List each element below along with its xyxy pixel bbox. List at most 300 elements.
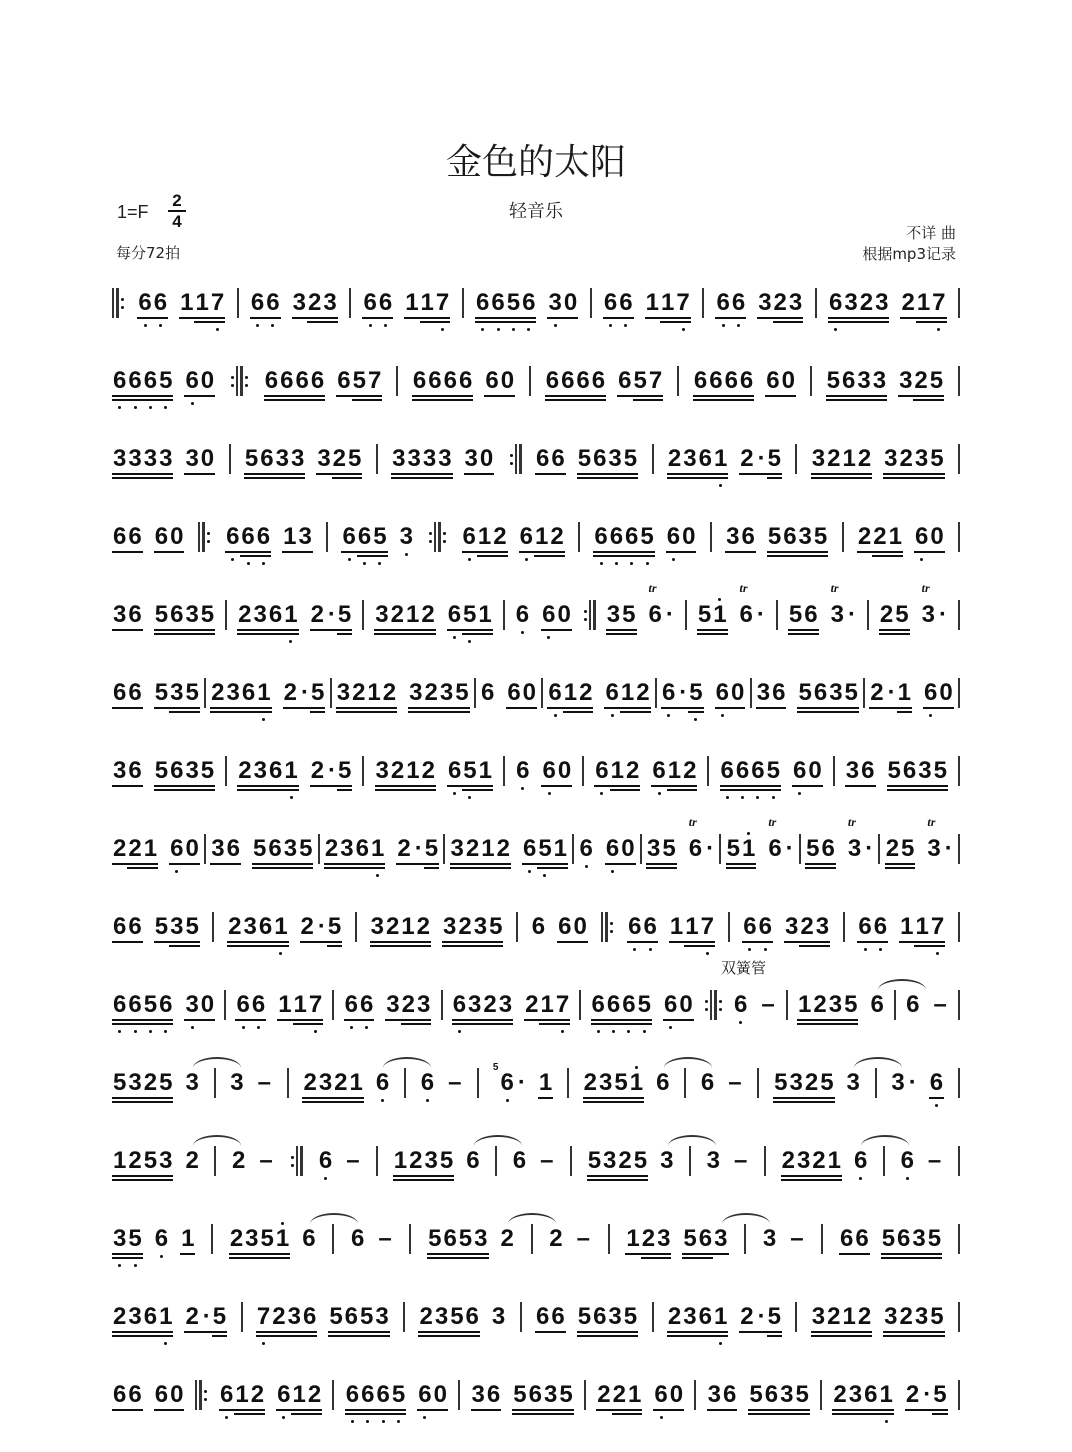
note: 5	[794, 1381, 809, 1409]
note-group	[376, 1225, 393, 1253]
low-octave-dot	[348, 558, 351, 561]
underline	[447, 785, 462, 787]
underline	[713, 1253, 728, 1255]
measure	[250, 289, 338, 317]
note: 6	[666, 523, 681, 551]
underline	[293, 1023, 308, 1025]
note-group	[663, 991, 694, 1019]
low-octave-dot	[726, 796, 729, 799]
note: 6	[112, 991, 127, 1019]
note: 5	[932, 1381, 947, 1409]
note: 3	[399, 523, 414, 551]
note: 6	[412, 367, 427, 395]
barline	[795, 1302, 797, 1332]
note: 3	[757, 289, 772, 317]
note: 1	[273, 913, 288, 941]
note-group	[250, 289, 281, 317]
underline	[412, 395, 427, 397]
note: 3	[543, 1381, 558, 1409]
underline	[900, 867, 915, 869]
underline	[771, 707, 786, 709]
augmentation-dot: ·	[756, 601, 765, 628]
underline	[267, 867, 282, 869]
underline	[828, 1019, 843, 1021]
note: 6	[112, 913, 127, 941]
note-group	[923, 679, 954, 707]
underline	[815, 941, 830, 943]
underline	[537, 863, 552, 865]
underline	[279, 399, 294, 401]
underline	[896, 1253, 911, 1255]
underline	[325, 785, 337, 787]
underline	[180, 1253, 195, 1255]
low-octave-dot	[160, 1255, 163, 1258]
note: 7	[675, 289, 690, 317]
note: 5	[927, 1225, 942, 1253]
note: 3	[408, 679, 423, 707]
measure	[112, 1225, 195, 1253]
underline	[883, 1331, 898, 1333]
underline	[857, 1335, 872, 1337]
bar-line	[458, 1380, 460, 1410]
note-group	[905, 1381, 948, 1409]
note-group	[519, 523, 565, 551]
note-group	[926, 815, 953, 863]
underline	[557, 941, 572, 943]
note: 6	[750, 757, 765, 785]
note: 5	[212, 1303, 227, 1331]
note: 6	[127, 679, 142, 707]
note: 5	[449, 1303, 464, 1331]
note: 5	[900, 835, 915, 863]
underline	[765, 395, 780, 397]
underline	[443, 395, 458, 397]
underline	[933, 789, 948, 791]
note: 6	[606, 991, 621, 1019]
augmentation-dot: ·	[755, 1303, 767, 1331]
note-group	[535, 445, 566, 473]
low-octave-dot	[649, 948, 652, 951]
measure	[219, 1381, 322, 1409]
underline	[528, 1409, 543, 1411]
note: 2	[905, 1381, 920, 1409]
low-octave-dot	[175, 870, 178, 873]
note: 6	[550, 1303, 565, 1331]
underline	[506, 317, 521, 319]
note: 6	[506, 679, 521, 707]
note: 2	[421, 757, 436, 785]
note-group	[759, 991, 776, 1019]
underline	[598, 1097, 613, 1099]
bar-line	[330, 678, 332, 708]
underline	[344, 1335, 359, 1337]
low-octave-dot	[159, 324, 162, 327]
underline	[748, 1409, 763, 1411]
note: 2	[739, 1303, 754, 1331]
note-group	[706, 1147, 721, 1175]
note: 1	[400, 913, 415, 941]
low-octave-dot	[149, 1030, 152, 1033]
underline	[666, 551, 681, 553]
barline	[570, 1146, 572, 1176]
underline	[667, 1335, 682, 1337]
note-group	[545, 367, 606, 395]
measure	[418, 1303, 506, 1331]
note-group	[229, 1069, 244, 1097]
underline	[698, 473, 713, 475]
barline	[237, 288, 239, 318]
underline	[200, 785, 215, 787]
underline	[887, 785, 902, 787]
note-group	[112, 991, 173, 1019]
underline	[496, 863, 511, 865]
measure	[112, 1069, 200, 1097]
underline	[578, 707, 593, 709]
note: 6	[693, 367, 708, 395]
underline	[127, 551, 142, 553]
underline	[112, 1257, 127, 1259]
note-group	[547, 289, 578, 317]
underline	[405, 785, 420, 787]
low-octave-dot	[164, 1030, 167, 1033]
note-group	[374, 601, 435, 629]
underline	[539, 1019, 554, 1021]
bar-line	[707, 756, 709, 786]
note: 6	[841, 367, 856, 395]
underline	[308, 1023, 323, 1025]
note-group	[506, 679, 537, 707]
note: 1	[194, 289, 209, 317]
underline	[832, 1409, 847, 1411]
note-group	[926, 1147, 943, 1175]
underline	[843, 1019, 858, 1021]
trill-mark: tr	[830, 581, 839, 595]
note: 3	[473, 1225, 488, 1253]
note: 3	[874, 289, 889, 317]
underline	[200, 395, 215, 397]
note: 6	[528, 1381, 543, 1409]
underline	[442, 941, 457, 943]
underline	[127, 867, 142, 869]
underline	[370, 867, 385, 869]
bar-line	[204, 678, 206, 708]
note: 6	[112, 367, 127, 395]
note: 6	[603, 289, 618, 317]
note: 6	[301, 1225, 316, 1253]
note: 0	[556, 601, 571, 629]
underline	[656, 1253, 671, 1255]
note: 3	[112, 445, 127, 473]
augmentation-dot: ·	[325, 601, 337, 629]
note: 6	[531, 913, 546, 940]
underline	[697, 629, 712, 631]
low-octave-dot	[366, 1420, 369, 1423]
note-group	[661, 679, 704, 707]
genre-label: 轻音乐	[509, 201, 563, 222]
measure	[720, 757, 823, 785]
underline	[143, 863, 158, 865]
underline	[900, 317, 915, 319]
underline	[473, 941, 488, 943]
underline	[143, 395, 158, 397]
underline	[927, 1253, 942, 1255]
bar-line	[287, 1068, 289, 1098]
sustain-dash: –	[933, 991, 947, 1018]
score-row	[112, 1303, 960, 1331]
note: 3	[244, 1225, 259, 1253]
underline	[452, 1023, 467, 1025]
underline	[158, 1101, 173, 1103]
underline	[938, 707, 953, 709]
repeat-dots	[207, 522, 210, 552]
note: 7	[555, 991, 570, 1019]
underline	[713, 1335, 728, 1337]
underline	[465, 863, 480, 865]
underline	[242, 941, 257, 943]
underline	[275, 1253, 290, 1255]
underline	[454, 707, 469, 709]
barline	[403, 1302, 405, 1332]
note: 6	[375, 1069, 390, 1097]
note: 1	[797, 991, 812, 1019]
underline	[256, 707, 271, 709]
underline	[618, 317, 633, 319]
underline	[158, 1331, 173, 1333]
note: 3	[169, 679, 184, 707]
measure	[700, 1069, 744, 1097]
underline	[826, 477, 841, 479]
note-group	[324, 835, 385, 863]
barline	[441, 990, 443, 1020]
underline	[605, 863, 620, 865]
barline	[567, 1068, 569, 1098]
underline	[154, 789, 169, 791]
underline	[593, 555, 608, 557]
underline	[591, 395, 606, 397]
low-octave-dot	[624, 324, 627, 327]
note: 7	[256, 1303, 271, 1331]
barline	[211, 1224, 213, 1254]
note: 5	[458, 1225, 473, 1253]
repeat-end-barline	[582, 600, 596, 630]
score-row	[112, 1062, 960, 1097]
underline	[200, 789, 215, 791]
note: 6	[873, 913, 888, 941]
note: 3	[914, 1303, 929, 1331]
low-octave-dot	[756, 796, 759, 799]
note-group	[682, 1225, 728, 1253]
underline	[372, 551, 387, 553]
note: 7	[210, 289, 225, 317]
note-group	[748, 1381, 809, 1409]
note-group	[762, 1225, 777, 1253]
bar-line	[112, 288, 114, 318]
bar-line	[584, 1380, 586, 1410]
underline	[669, 941, 684, 943]
note: 3	[706, 1147, 721, 1174]
underline	[492, 555, 507, 557]
underline	[857, 551, 872, 553]
underline	[471, 1409, 486, 1411]
measure	[471, 1381, 574, 1409]
bar-line	[843, 912, 845, 942]
note-group	[446, 1069, 463, 1097]
augmentation-dot: ·	[785, 835, 794, 862]
underline	[310, 707, 325, 709]
low-octave-dot	[764, 948, 767, 951]
underline	[336, 395, 351, 397]
bar-line	[582, 756, 584, 786]
note: 1	[393, 1147, 408, 1175]
underline	[336, 711, 351, 713]
underline	[315, 941, 327, 943]
note-group	[784, 913, 830, 941]
note: 3	[846, 1069, 861, 1097]
underline	[796, 1179, 811, 1181]
underline	[412, 399, 427, 401]
bar-line	[326, 522, 328, 552]
underline	[283, 789, 298, 791]
underline	[282, 551, 297, 553]
underline	[620, 711, 635, 713]
underline	[372, 555, 387, 557]
note: 6	[782, 523, 797, 551]
note-group	[184, 367, 215, 395]
underline	[143, 477, 158, 479]
note: 6	[350, 1225, 365, 1252]
underline	[273, 941, 288, 943]
note: 6	[143, 1303, 158, 1331]
note-group	[739, 445, 782, 473]
underline	[374, 1331, 389, 1333]
underline	[555, 1023, 570, 1025]
note: 0	[572, 913, 587, 941]
note: 5	[439, 1147, 454, 1175]
note: 3	[607, 445, 622, 473]
underline	[757, 317, 772, 319]
note: 6	[295, 367, 310, 395]
note: 7	[930, 913, 945, 941]
underline	[506, 321, 521, 323]
low-octave-dot	[879, 948, 882, 951]
note-group	[112, 1069, 173, 1097]
underline	[450, 863, 465, 865]
underline	[349, 1097, 364, 1099]
measure	[531, 913, 588, 941]
low-octave-dot	[935, 1104, 938, 1107]
bar-line-thick	[240, 366, 243, 396]
barline	[958, 288, 960, 318]
underline	[434, 1331, 449, 1333]
barline	[958, 522, 960, 552]
note-group	[244, 445, 305, 473]
underline	[458, 1253, 473, 1255]
note-group	[781, 1147, 842, 1175]
underline	[112, 1179, 127, 1181]
note: 5	[454, 679, 469, 707]
note: 6	[276, 1381, 291, 1409]
bar-line	[503, 600, 505, 630]
note: 3	[682, 1303, 697, 1331]
note: 5	[887, 757, 902, 785]
underline	[143, 399, 158, 401]
note-group	[418, 1303, 479, 1331]
score-row	[112, 679, 960, 707]
underline	[184, 707, 199, 709]
low-octave-dot	[798, 792, 801, 795]
note: 5	[337, 757, 352, 785]
low-octave-dot	[906, 1177, 909, 1180]
underline	[408, 711, 423, 713]
underline	[287, 1335, 302, 1337]
note: 1	[112, 1147, 127, 1175]
low-octave-dot	[384, 324, 387, 327]
note: 5	[929, 445, 944, 473]
low-octave-dot	[481, 328, 484, 331]
underline	[337, 789, 352, 791]
underline	[545, 399, 560, 401]
note-group	[112, 679, 143, 707]
bar-line	[795, 1302, 797, 1332]
note: 6	[153, 289, 168, 317]
note: 5	[512, 1381, 527, 1409]
underline	[298, 707, 310, 709]
underline	[226, 863, 241, 865]
underline	[408, 1179, 423, 1181]
underline	[482, 1019, 497, 1021]
underline	[283, 633, 298, 635]
underline	[264, 399, 279, 401]
underline	[271, 1335, 286, 1337]
augmentation-dot: ·	[517, 1069, 526, 1096]
underline	[854, 1253, 869, 1255]
time-signature-numerator: 2	[168, 191, 186, 212]
underline	[682, 1331, 697, 1333]
bar-line	[503, 756, 505, 786]
underline	[756, 707, 771, 709]
underline	[620, 707, 635, 709]
note: 3	[230, 1069, 244, 1096]
note-group	[179, 289, 225, 317]
note-group	[669, 913, 715, 941]
underline	[739, 399, 754, 401]
underline	[726, 867, 741, 869]
bar-line-thick	[199, 1380, 202, 1410]
barline	[958, 366, 960, 396]
underline	[112, 395, 127, 397]
note: 1	[370, 835, 385, 863]
note: 3	[815, 913, 830, 941]
note-group	[112, 601, 143, 629]
note-group	[931, 991, 948, 1019]
note: 5	[621, 601, 636, 629]
underline	[788, 629, 803, 631]
note: 6	[813, 679, 828, 707]
underline	[490, 317, 505, 319]
underline	[376, 1409, 391, 1411]
note: 6	[621, 991, 636, 1019]
underline	[253, 789, 268, 791]
note: 3	[848, 1381, 863, 1409]
underline	[841, 1331, 856, 1333]
underline	[713, 1331, 728, 1333]
note-group	[344, 1147, 361, 1175]
note: 5	[244, 445, 259, 473]
underline	[184, 945, 199, 947]
note-group	[898, 367, 944, 395]
underline	[227, 945, 242, 947]
underline	[418, 1335, 433, 1337]
